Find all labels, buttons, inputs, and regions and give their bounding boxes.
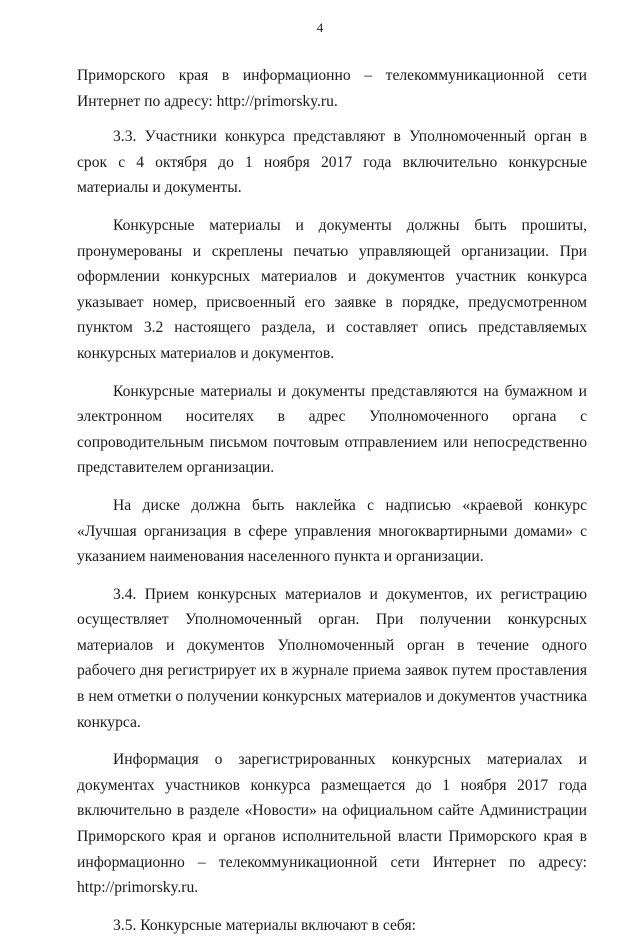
paragraph-3-5: 3.5. Конкурсные материалы включают в себя: — [113, 916, 416, 934]
paragraph-submission-media: Конкурсные материалы и документы представляются на бумажном и электронном носителях в адрес Уполномоченного органа с сопроводительным письмом почтовым отправлением или непосредственно представителем организации. — [77, 382, 587, 477]
paragraph-binding-requirements: Конкурсные материалы и документы должны быть прошиты, пронумерованы и скреплены печатью управляющей организации. При оформлении конкурсных материалов и документов участник конкурса указывает номер, присвоенный его заявке в порядке, предусмотренном пунктом 3.2 настоящего раздела, и составляет опись представляемых конкурсных материалов и документов. — [77, 216, 587, 362]
paragraph-continuation: Приморского края в информационно – телекоммуникационной сети Интернет по адресу: http://primorsky.ru. — [77, 67, 587, 110]
page-number: 4 — [316, 20, 324, 35]
paragraph-3-4: 3.4. Прием конкурсных материалов и документов, их регистрацию осуществляет Уполномоченный орган. При получении конкурсных материалов и документов Уполномоченный орган в течение одного рабочего дня регистрирует их в журнале приема заявок путем проставления в нем отметки о получении конкурсных материалов и документов участника конкурса. — [77, 585, 587, 731]
document-body — [77, 63, 587, 950]
paragraph-3-3: 3.3. Участники конкурса представляют в Уполномоченный орган в срок с 4 октября до 1 ноября 2017 года включительно конкурсные материалы и документы. — [77, 128, 587, 197]
paragraph-registration-info: Информация о зарегистрированных конкурсных материалах и документах участников конкурса размещается до 1 ноября 2017 года включительно в разделе «Новости» на официальном сайте Администрации Приморского края и органов исполнительной власти Приморского края в информационно – телекоммуникационной сети Интернет по адресу: http://primorsky.ru. — [77, 751, 587, 897]
paragraph-disk-label: На диске должна быть наклейка с надписью «краевой конкурс «Лучшая организация в сфере управления многоквартирными домами» с указанием наименования населенного пункта и организации. — [77, 496, 587, 566]
